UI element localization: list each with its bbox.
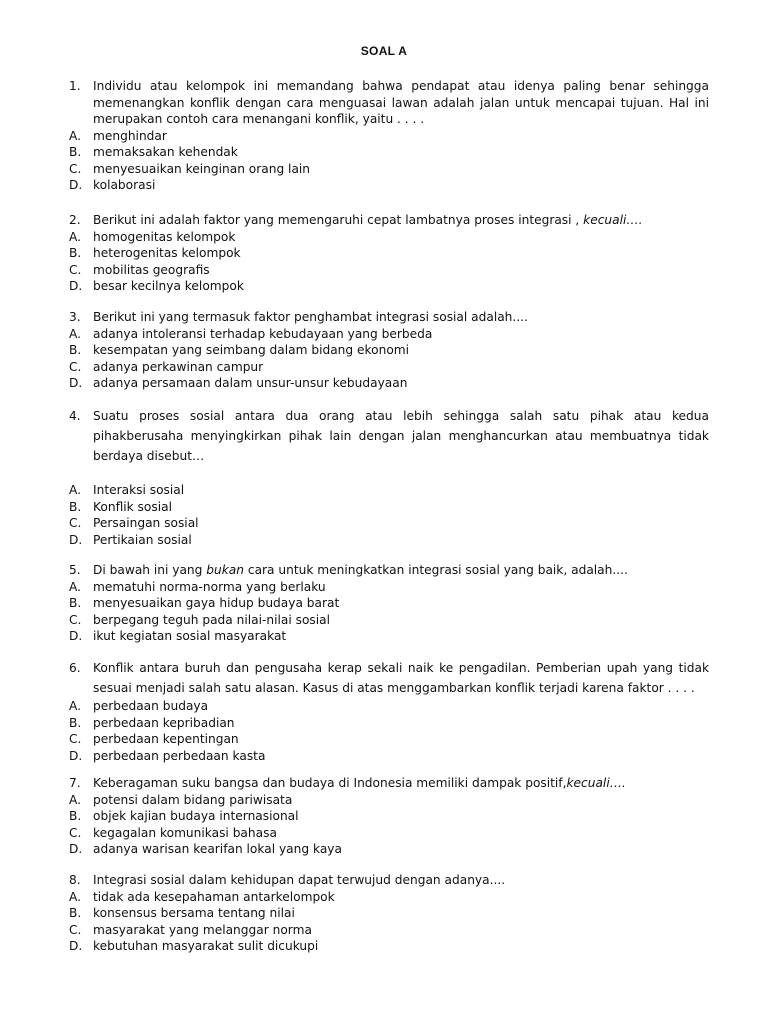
option-d: D. kebutuhan masyarakat sulit dicukupi: [69, 939, 319, 953]
option-b: B. objek kajian budaya internasional: [69, 809, 299, 823]
option-a: A. perbedaan budaya: [69, 699, 209, 713]
question-6: [69, 658, 709, 764]
option-a: A. potensi dalam bidang pariwisata: [69, 792, 293, 807]
question-1: [69, 78, 709, 194]
option-c: C. adanya perkawinan campur: [69, 359, 264, 374]
question-number: 6.: [69, 661, 81, 675]
question-number: 5.: [69, 563, 81, 577]
question-number: 4.: [69, 409, 81, 423]
option-d: D. adanya persamaan dalam unsur-unsur kebudayaan: [69, 376, 408, 390]
option-c: C. mobilitas geografis: [69, 262, 210, 277]
option-b: B. kesempatan yang seimbang dalam bidang ekonomi: [69, 343, 410, 357]
option-c: C. perbedaan kepentingan: [69, 732, 239, 746]
question-8: [69, 872, 709, 955]
emphasis-text: kecuali….: [583, 213, 643, 227]
question-number: 7.: [69, 776, 81, 790]
option-d: D. Pertikaian sosial: [69, 532, 192, 547]
question-number: 2.: [69, 213, 81, 227]
question-3: [69, 309, 709, 392]
option-a: A. mematuhi norma-norma yang berlaku: [69, 579, 326, 594]
question-number: 1.: [69, 79, 81, 93]
option-c: C. menyesuaikan keinginan orang lain: [69, 161, 311, 176]
question-text: Konflik antara buruh dan pengusaha kerap sekali naik ke pengadilan. Pemberian upah yang tidak sesuai menjadi salah satu alasan. Kasus di atas menggambarkan konflik terjadi karena faktor . . . .: [93, 661, 709, 695]
option-a: A. adanya intoleransi terhadap kebudayaan yang berbeda: [69, 326, 433, 341]
question-text: Individu atau kelompok ini memandang bahwa pendapat atau idenya paling benar sehingga memenangkan konflik dengan cara menguasai lawan adalah jalan untuk mencapai tujuan. Hal ini merupakan contoh cara menangani konflik, yaitu . . . .: [93, 79, 709, 126]
option-a: A. tidak ada kesepahaman antarkelompok: [69, 889, 335, 904]
option-a: A. Interaksi sosial: [69, 483, 185, 497]
question-number: 8.: [69, 873, 81, 887]
option-b: B. menyesuaikan gaya hidup budaya barat: [69, 596, 340, 610]
option-b: B. Konflik sosial: [69, 499, 172, 514]
option-c: C. masyarakat yang melanggar norma: [69, 922, 312, 937]
question-5: [69, 562, 709, 645]
option-b: B. heterogenitas kelompok: [69, 246, 241, 260]
option-d: D. kolaborasi: [69, 178, 156, 192]
question-text: Berikut ini yang termasuk faktor penghambat integrasi sosial adalah....: [93, 310, 528, 324]
option-c: C. kegagalan komunikasi bahasa: [69, 825, 277, 840]
question-number: 3.: [69, 310, 81, 324]
option-d: D. perbedaan perbedaan kasta: [69, 748, 266, 763]
option-a: A. menghindar: [69, 128, 167, 143]
option-b: B. konsensus bersama tentang nilai: [69, 906, 295, 920]
question-2: [69, 212, 709, 295]
emphasis-text: bukan: [206, 563, 244, 577]
question-text: Suatu proses sosial antara dua orang atau lebih sehingga salah satu pihak atau kedua pihakberusaha menyingkirkan pihak lain dengan jalan menghancurkan atau membuatnya tidak berdaya disebut…: [93, 409, 709, 463]
question-text: Keberagaman suku bangsa dan budaya di Indonesia memiliki dampak positif,kecuali….: [93, 776, 626, 790]
option-b: B. memaksakan kehendak: [69, 145, 238, 159]
question-text: Integrasi sosial dalam kehidupan dapat terwujud dengan adanya....: [93, 873, 506, 887]
question-7: [69, 775, 709, 858]
question-text: Di bawah ini yang bukan cara untuk meningkatkan integrasi sosial yang baik, adalah....: [93, 563, 628, 577]
option-c: C. Persaingan sosial: [69, 516, 199, 530]
option-c: C. berpegang teguh pada nilai-nilai sosial: [69, 612, 331, 627]
option-b: B. perbedaan kepribadian: [69, 715, 235, 730]
option-a: A. homogenitas kelompok: [69, 229, 236, 244]
emphasis-text: kecuali….: [566, 776, 626, 790]
question-4: [69, 406, 709, 548]
option-d: D. ikut kegiatan sosial masyarakat: [69, 629, 287, 643]
question-text: Berikut ini adalah faktor yang memengaruhi cepat lambatnya proses integrasi , kecuali….: [93, 213, 643, 227]
option-d: D. besar kecilnya kelompok: [69, 279, 244, 293]
page-title: SOAL A: [360, 44, 408, 58]
option-d: D. adanya warisan kearifan lokal yang kaya: [69, 842, 342, 856]
